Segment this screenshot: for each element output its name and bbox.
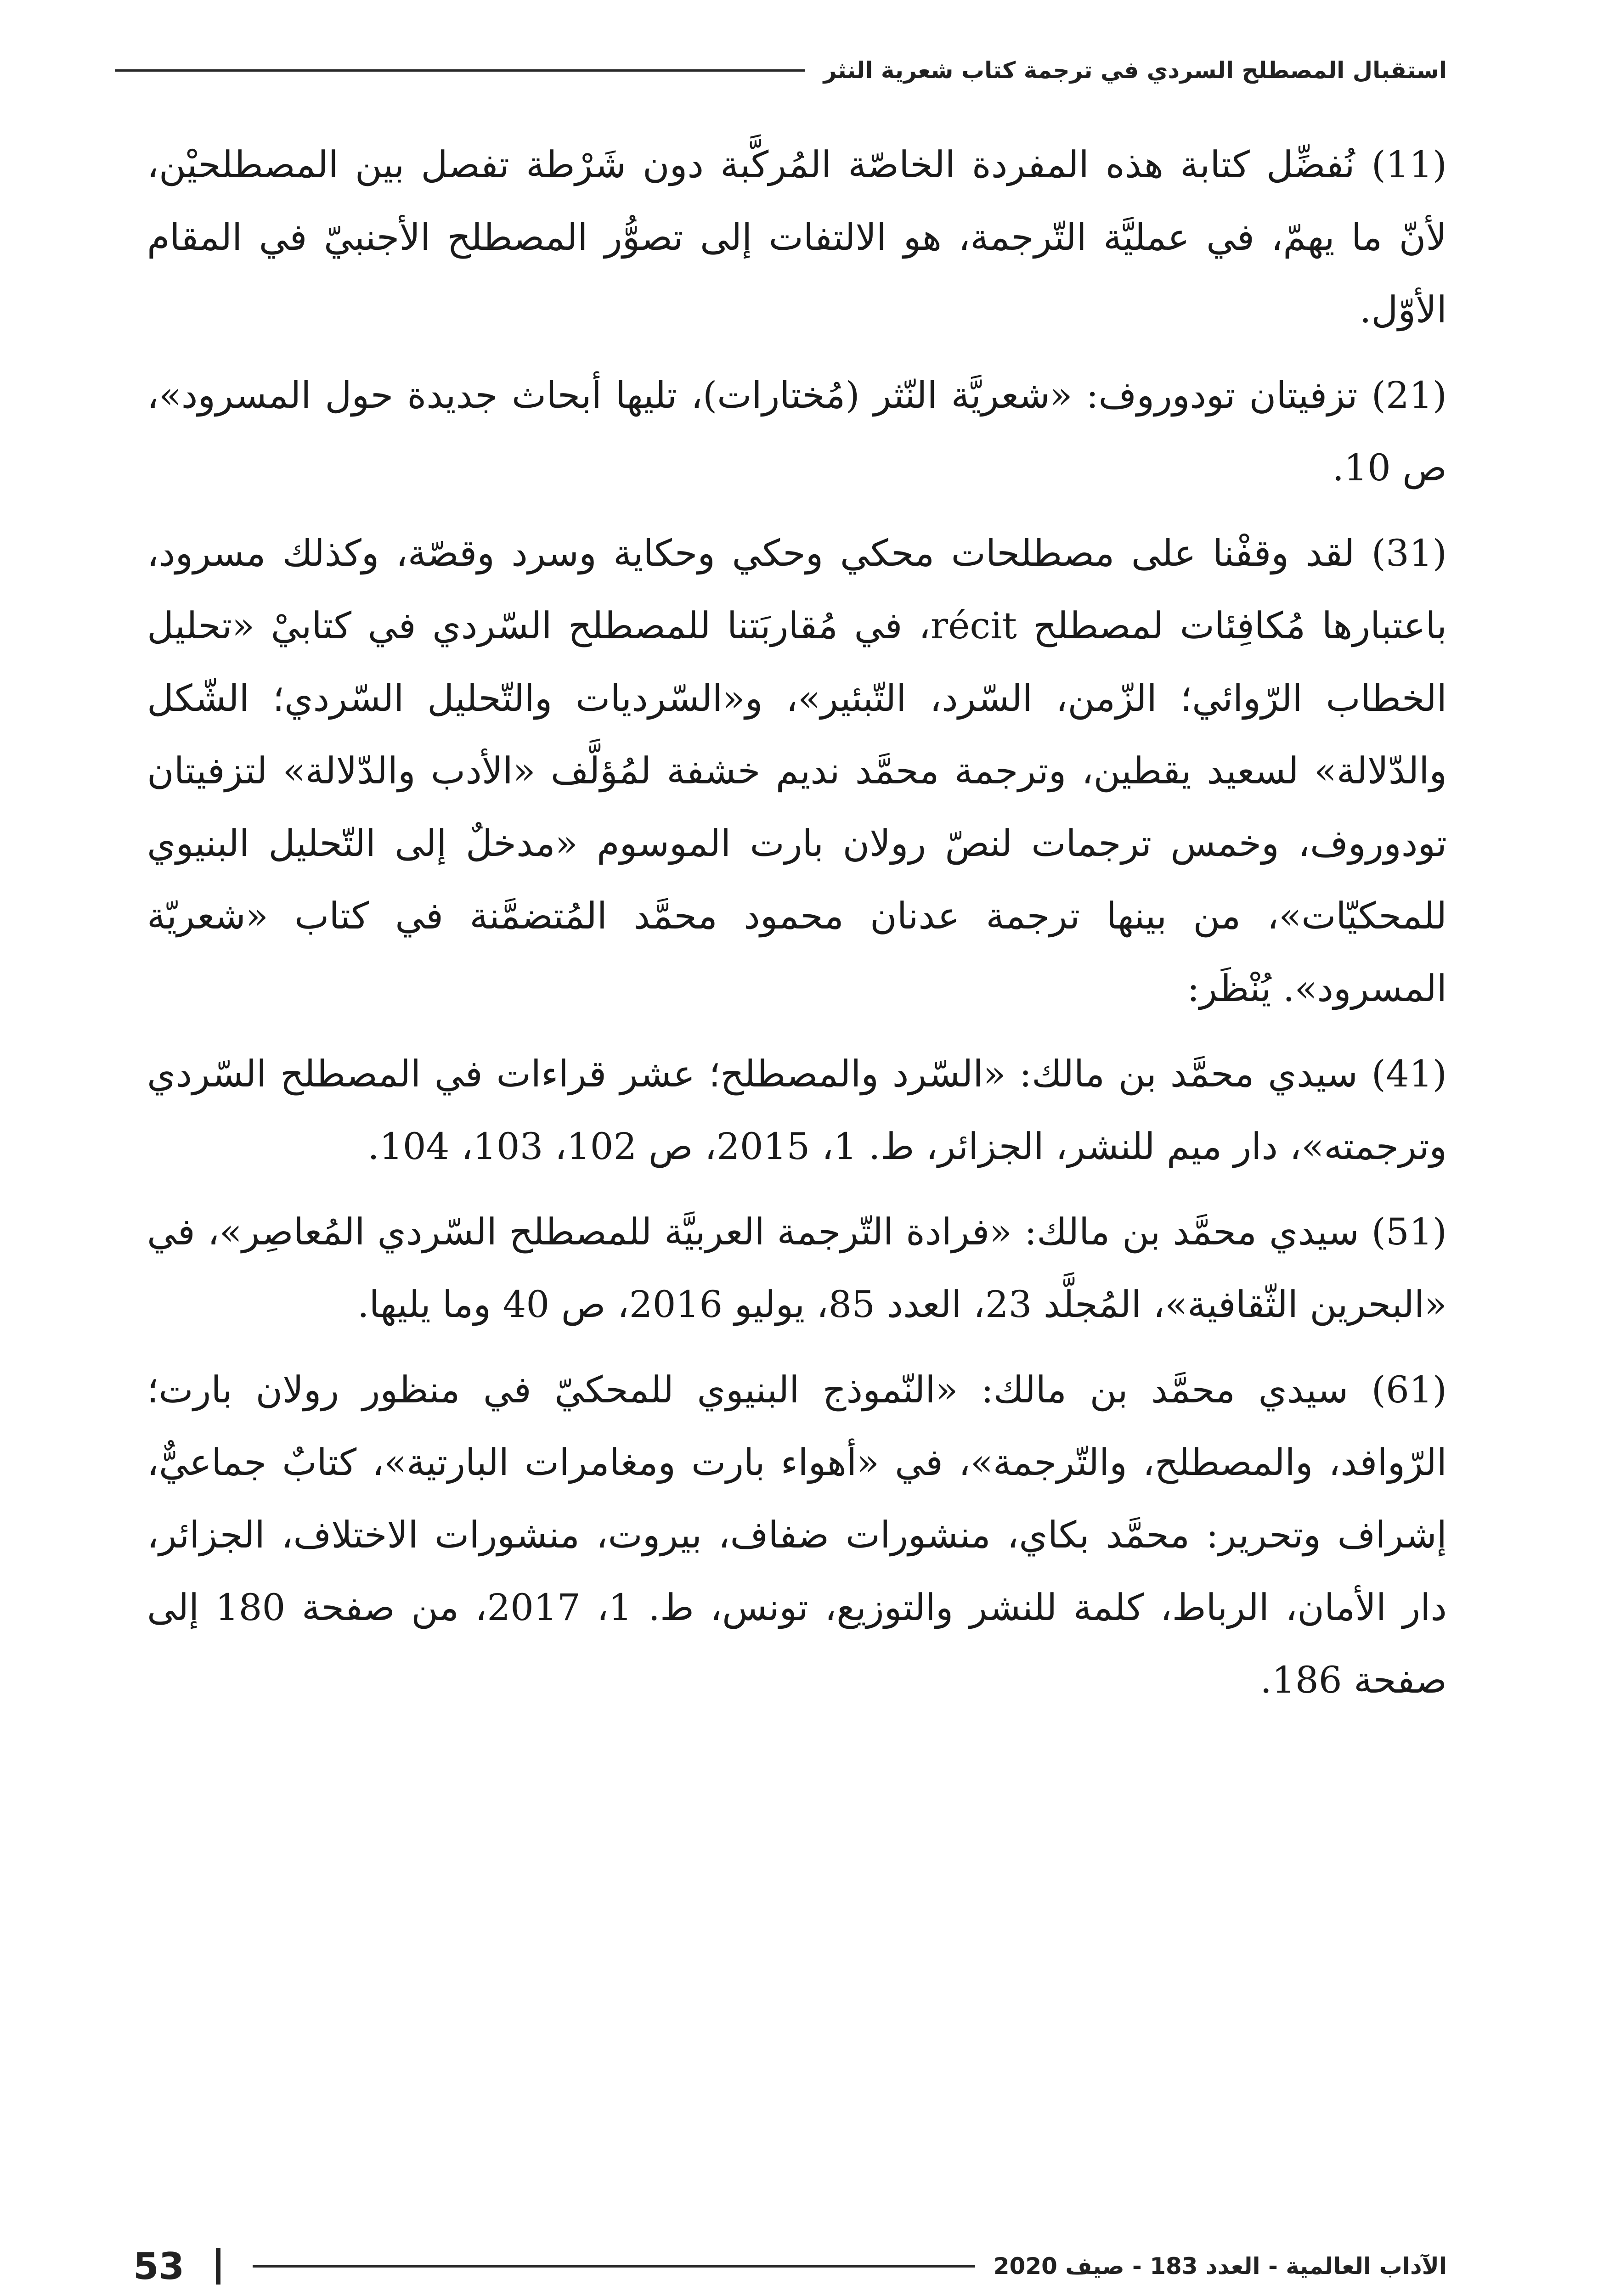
endnote bbox=[147, 1196, 1447, 1341]
endnotes bbox=[147, 129, 1447, 1729]
endnote-text: لقد وقفْنا على مصطلحات محكي وحكي وحكاية وسرد وقصّة، وكذلك مسرود، باعتبارها مُكافِئات لمصطلح récit، في مُقاربَتنا للمصطلح السّردي في كتابيْ «تحليل الخطاب الرّوائي؛ الزّمن، السّرد، التّبئير»، و«السّرديات والتّحليل السّردي؛ الشّكل والدّلالة» لسعيد يقطين، وترجمة محمَّد نديم خشفة لمُؤلَّف «الأدب والدّلالة» لتزفيتان تودوروف، وخمس ترجمات لنصّ رولان بارت الموسوم «مدخلٌ إلى التّحليل البنيوي للمحكيّات»، من بينها ترجمة عدنان محمود محمَّد المُتضمَّنة في كتاب «شعريّة المسرود». يُنْظَر: bbox=[147, 532, 1447, 1010]
endnote-number: (41) bbox=[1371, 1052, 1447, 1095]
endnote-text: تزفيتان تودوروف: «شعريَّة النّثر (مُختارات)، تليها أبحاث جديدة حول المسرود»، ص 10. bbox=[147, 374, 1447, 489]
endnote-text: نُفضِّل كتابة هذه المفردة الخاصّة المُركَّبة دون شَرْطة تفصل بين المصطلحيْن، لأنّ ما يهمّ، في عمليَّة التّرجمة، هو الالتفات إلى تصوُّر المصطلح الأجنبيّ في المقام الأوّل. bbox=[147, 143, 1447, 331]
page-number: 53 bbox=[133, 2245, 185, 2288]
endnote bbox=[147, 1354, 1447, 1716]
endnote-number: (51) bbox=[1371, 1210, 1447, 1253]
endnote-number: (61) bbox=[1371, 1368, 1447, 1411]
endnote bbox=[147, 1038, 1447, 1183]
footer-separator-bar bbox=[216, 2248, 220, 2285]
endnote-number: (31) bbox=[1371, 532, 1447, 574]
endnote bbox=[147, 129, 1447, 346]
endnote bbox=[147, 517, 1447, 1025]
header-rule bbox=[115, 69, 805, 72]
journal-issue-info: الآداب العالمية - العدد 183 - صيف 2020 bbox=[993, 2253, 1447, 2279]
running-header bbox=[115, 54, 1447, 86]
endnote bbox=[147, 359, 1447, 504]
page-footer bbox=[133, 2241, 1447, 2291]
footer-rule bbox=[253, 2265, 975, 2268]
endnote-number: (11) bbox=[1371, 143, 1447, 186]
running-header-title: استقبال المصطلح السردي في ترجمة كتاب شعرية النثر bbox=[823, 57, 1447, 84]
endnote-text: سيدي محمَّد بن مالك: «فرادة التّرجمة العربيَّة للمصطلح السّردي المُعاصِر»، في «البحرين الثّقافية»، المُجلَّد 23، العدد 85، يوليو 2016، ص 40 وما يليها. bbox=[147, 1210, 1447, 1326]
endnote-number: (21) bbox=[1371, 374, 1447, 416]
endnote-text: سيدي محمَّد بن مالك: «النّموذج البنيوي للمحكيّ في منظور رولان بارت؛ الرّوافد، والمصطلح، والتّرجمة»، في «أهواء بارت ومغامرات البارتية»، كتابٌ جماعيٌّ، إشراف وتحرير: محمَّد بكاي، منشورات ضفاف، بيروت، منشورات الاختلاف، الجزائر، دار الأمان، الرباط، كلمة للنشر والتوزيع، تونس، ط. 1، 2017، من صفحة 180 إلى صفحة 186. bbox=[147, 1368, 1447, 1701]
endnote-text: سيدي محمَّد بن مالك: «السّرد والمصطلح؛ عشر قراءات في المصطلح السّردي وترجمته»، دار ميم للنشر، الجزائر، ط. 1، 2015، ص 102، 103، 104. bbox=[147, 1052, 1447, 1168]
